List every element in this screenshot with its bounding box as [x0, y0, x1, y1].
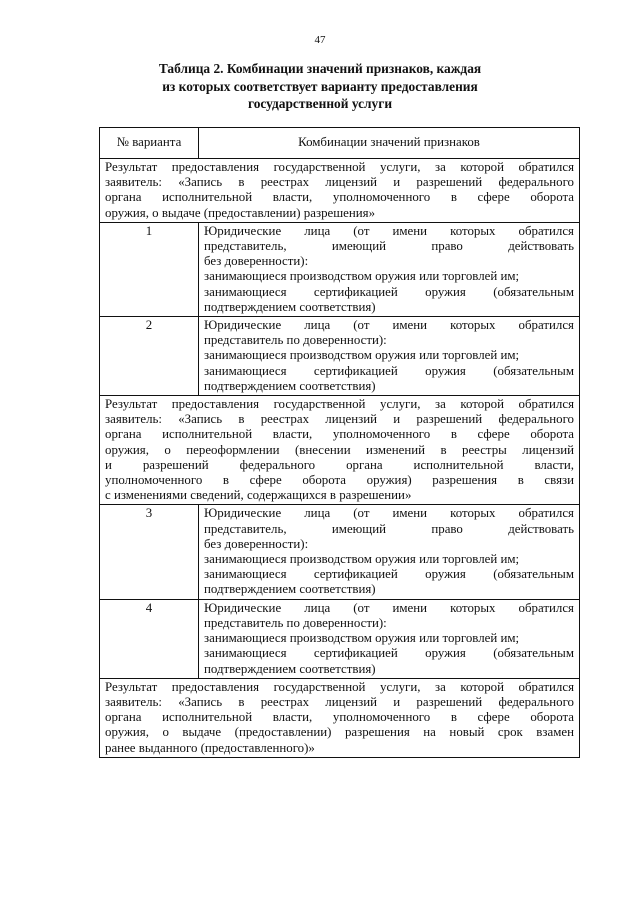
- result-text-line: заявитель: «Запись в реестрах лицензий и разрешений федерального: [105, 694, 574, 709]
- combination-item-line: занимающиеся производством оружия или торговлей им;: [204, 269, 520, 284]
- variant-combination: [199, 222, 580, 316]
- variant-number: 1: [100, 222, 199, 316]
- header-variant: № варианта: [100, 128, 199, 159]
- combination-text-line: без доверенности):: [204, 536, 309, 551]
- variant-row: [100, 222, 580, 316]
- variant-number: 2: [100, 317, 199, 396]
- result-description: [100, 159, 580, 223]
- combination-text-line: представитель по доверенности):: [204, 333, 387, 348]
- result-text-line: оружия, о переоформлении (внесении изменений в реестры лицензий: [105, 442, 574, 457]
- result-row: [100, 159, 580, 223]
- result-row: [100, 678, 580, 757]
- result-text-line: органа исполнительной власти, уполномоченного в сфере оборота: [105, 427, 574, 442]
- combinations-table: [99, 127, 580, 758]
- combination-item-line: занимающиеся сертификацией оружия (обязательным: [204, 284, 574, 299]
- result-text-line: заявитель: «Запись в реестрах лицензий и разрешений федерального: [105, 412, 574, 427]
- combination-text-line: представитель, имеющий право действовать: [204, 239, 574, 254]
- combination-text-line: Юридические лица (от имени которых обратился: [204, 506, 574, 521]
- result-text-line: оружия, о выдаче (предоставлении) разрешения»: [105, 205, 376, 220]
- combination-item-line: подтверждением соответствия): [204, 661, 376, 676]
- result-text-line: заявитель: «Запись в реестрах лицензий и разрешений федерального: [105, 175, 574, 190]
- combination-item-line: занимающиеся производством оружия или торговлей им;: [204, 552, 520, 567]
- combination-text-line: Юридические лица (от имени которых обратился: [204, 600, 574, 615]
- combination-item-line: занимающиеся производством оружия или торговлей им;: [204, 348, 520, 363]
- title-line: государственной услуги: [247, 96, 393, 111]
- variant-row: [100, 599, 580, 678]
- header-combinations: Комбинации значений признаков: [199, 128, 580, 159]
- result-row: [100, 396, 580, 505]
- combination-item-line: занимающиеся сертификацией оружия (обязательным: [204, 567, 574, 582]
- combination-item-line: подтверждением соответствия): [204, 299, 376, 314]
- table-title: [120, 60, 520, 113]
- result-text-line: уполномоченного в сфере оборота оружия) разрешения в связи: [105, 473, 574, 488]
- variant-row: [100, 505, 580, 599]
- variant-number: 4: [100, 599, 199, 678]
- result-description: [100, 396, 580, 505]
- combination-text-line: Юридические лица (от имени которых обратился: [204, 318, 574, 333]
- result-text-line: оружия, о выдаче (предоставлении) разрешения на новый срок взамен: [105, 725, 574, 740]
- result-text-line: Результат предоставления государственной услуги, за которой обратился: [105, 679, 574, 694]
- variant-row: [100, 317, 580, 396]
- combination-text-line: Юридические лица (от имени которых обратился: [204, 223, 574, 238]
- result-text-line: и разрешений федерального органа исполнительной власти,: [105, 457, 574, 472]
- title-line: Таблица 2. Комбинации значений признаков, каждая: [158, 61, 482, 76]
- result-description: [100, 678, 580, 757]
- result-text-line: Результат предоставления государственной услуги, за которой обратился: [105, 160, 574, 174]
- combination-item-line: занимающиеся сертификацией оружия (обязательным: [204, 363, 574, 378]
- result-text-line: органа исполнительной власти, уполномоченного в сфере оборота: [105, 190, 574, 205]
- combination-item-line: занимающиеся производством оружия или торговлей им;: [204, 631, 520, 646]
- combination-text-line: без доверенности):: [204, 254, 309, 269]
- table-header-row: [100, 128, 580, 159]
- combination-text-line: представитель по доверенности):: [204, 615, 387, 630]
- page-number: 47: [314, 34, 326, 46]
- table-body: [100, 159, 580, 758]
- result-text-line: ранее выданного (предоставленного)»: [105, 740, 315, 755]
- combination-item-line: подтверждением соответствия): [204, 378, 376, 393]
- variant-number: 3: [100, 505, 199, 599]
- result-text-line: органа исполнительной власти, уполномоченного в сфере оборота: [105, 710, 574, 725]
- variant-combination: [199, 599, 580, 678]
- result-text-line: Результат предоставления государственной услуги, за которой обратился: [105, 397, 574, 412]
- combination-item-line: занимающиеся сертификацией оружия (обязательным: [204, 646, 574, 661]
- result-text-line: с изменениями сведений, содержащихся в разрешении»: [105, 488, 412, 503]
- combination-text-line: представитель, имеющий право действовать: [204, 521, 574, 536]
- variant-combination: [199, 317, 580, 396]
- variant-combination: [199, 505, 580, 599]
- combination-item-line: подтверждением соответствия): [204, 582, 376, 597]
- title-line: из которых соответствует варианту предоставления: [162, 78, 478, 94]
